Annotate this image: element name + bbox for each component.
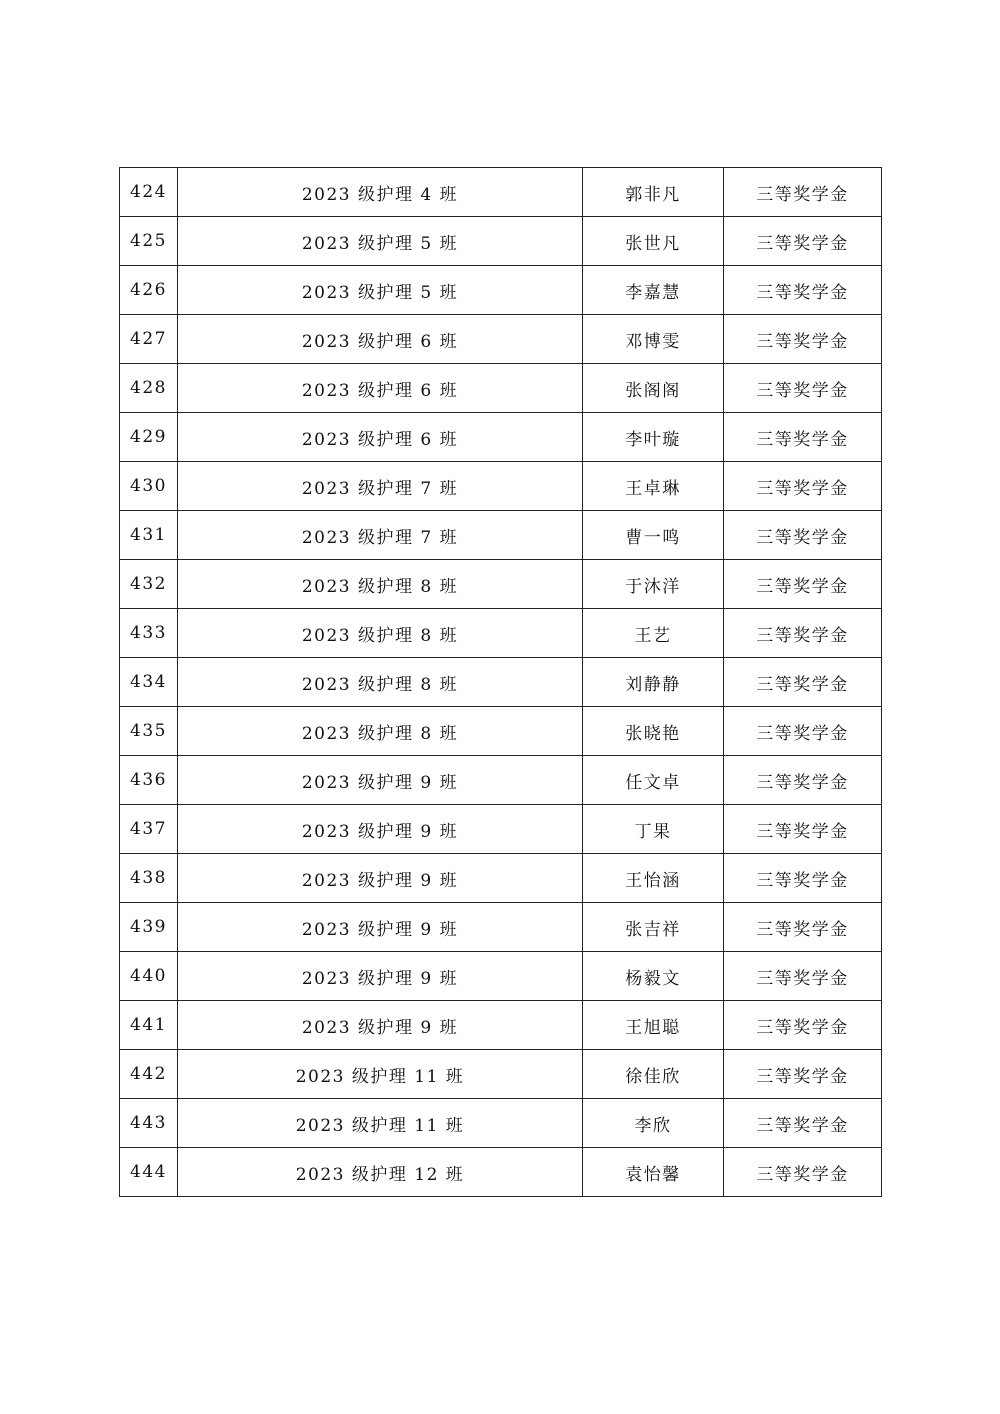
student-name-cell: 徐佳欣: [583, 1050, 724, 1099]
row-number: 439: [120, 903, 178, 952]
student-name-cell: 李嘉慧: [583, 266, 724, 315]
table-row: [120, 1148, 882, 1197]
student-name-cell: 张阁阁: [583, 364, 724, 413]
table-row: [120, 413, 882, 462]
table-row: [120, 805, 882, 854]
row-number: 433: [120, 609, 178, 658]
award-cell: 三等奖学金: [724, 903, 882, 952]
student-name-cell: 刘静静: [583, 658, 724, 707]
student-name-cell: 李欣: [583, 1099, 724, 1148]
class-cell: 2023 级护理 12 班: [178, 1148, 583, 1197]
row-number: 440: [120, 952, 178, 1001]
row-number: 425: [120, 217, 178, 266]
class-cell: 2023 级护理 11 班: [178, 1050, 583, 1099]
class-cell: 2023 级护理 7 班: [178, 511, 583, 560]
row-number: 441: [120, 1001, 178, 1050]
award-cell: 三等奖学金: [724, 707, 882, 756]
student-name-cell: 张吉祥: [583, 903, 724, 952]
award-cell: 三等奖学金: [724, 462, 882, 511]
class-cell: 2023 级护理 8 班: [178, 609, 583, 658]
student-name-cell: 王卓琳: [583, 462, 724, 511]
student-name-cell: 王怡涵: [583, 854, 724, 903]
student-name-cell: 郭非凡: [583, 168, 724, 217]
award-cell: 三等奖学金: [724, 217, 882, 266]
class-cell: 2023 级护理 9 班: [178, 903, 583, 952]
row-number: 434: [120, 658, 178, 707]
class-cell: 2023 级护理 8 班: [178, 560, 583, 609]
class-cell: 2023 级护理 9 班: [178, 756, 583, 805]
student-name-cell: 王旭聪: [583, 1001, 724, 1050]
student-name-cell: 曹一鸣: [583, 511, 724, 560]
award-cell: 三等奖学金: [724, 658, 882, 707]
row-number: 432: [120, 560, 178, 609]
award-cell: 三等奖学金: [724, 560, 882, 609]
table-row: [120, 462, 882, 511]
row-number: 430: [120, 462, 178, 511]
student-name-cell: 张世凡: [583, 217, 724, 266]
student-name-cell: 邓博雯: [583, 315, 724, 364]
student-name-cell: 杨毅文: [583, 952, 724, 1001]
scholarship-table: [119, 167, 882, 1197]
class-cell: 2023 级护理 8 班: [178, 658, 583, 707]
class-cell: 2023 级护理 9 班: [178, 854, 583, 903]
class-cell: 2023 级护理 5 班: [178, 217, 583, 266]
class-cell: 2023 级护理 7 班: [178, 462, 583, 511]
table-row: [120, 168, 882, 217]
table-row: [120, 952, 882, 1001]
class-cell: 2023 级护理 9 班: [178, 952, 583, 1001]
award-cell: 三等奖学金: [724, 854, 882, 903]
table-row: [120, 315, 882, 364]
table-row: [120, 364, 882, 413]
table-row: [120, 1001, 882, 1050]
table-row: [120, 1099, 882, 1148]
scholarship-table-body: [120, 168, 882, 1197]
award-cell: 三等奖学金: [724, 805, 882, 854]
table-row: [120, 854, 882, 903]
award-cell: 三等奖学金: [724, 756, 882, 805]
row-number: 437: [120, 805, 178, 854]
row-number: 431: [120, 511, 178, 560]
student-name-cell: 袁怡馨: [583, 1148, 724, 1197]
table-row: [120, 903, 882, 952]
table-row: [120, 756, 882, 805]
table-row: [120, 609, 882, 658]
student-name-cell: 任文卓: [583, 756, 724, 805]
table-row: [120, 217, 882, 266]
student-name-cell: 丁果: [583, 805, 724, 854]
class-cell: 2023 级护理 11 班: [178, 1099, 583, 1148]
table-row: [120, 266, 882, 315]
row-number: 443: [120, 1099, 178, 1148]
award-cell: 三等奖学金: [724, 1001, 882, 1050]
row-number: 438: [120, 854, 178, 903]
row-number: 424: [120, 168, 178, 217]
class-cell: 2023 级护理 5 班: [178, 266, 583, 315]
award-cell: 三等奖学金: [724, 1148, 882, 1197]
table-row: [120, 658, 882, 707]
class-cell: 2023 级护理 8 班: [178, 707, 583, 756]
award-cell: 三等奖学金: [724, 266, 882, 315]
table-row: [120, 560, 882, 609]
award-cell: 三等奖学金: [724, 315, 882, 364]
row-number: 435: [120, 707, 178, 756]
row-number: 444: [120, 1148, 178, 1197]
class-cell: 2023 级护理 4 班: [178, 168, 583, 217]
award-cell: 三等奖学金: [724, 952, 882, 1001]
table-row: [120, 1050, 882, 1099]
student-name-cell: 李叶璇: [583, 413, 724, 462]
class-cell: 2023 级护理 9 班: [178, 805, 583, 854]
class-cell: 2023 级护理 6 班: [178, 364, 583, 413]
table-row: [120, 511, 882, 560]
student-name-cell: 于沐洋: [583, 560, 724, 609]
class-cell: 2023 级护理 6 班: [178, 413, 583, 462]
award-cell: 三等奖学金: [724, 609, 882, 658]
class-cell: 2023 级护理 9 班: [178, 1001, 583, 1050]
row-number: 442: [120, 1050, 178, 1099]
student-name-cell: 张晓艳: [583, 707, 724, 756]
row-number: 428: [120, 364, 178, 413]
row-number: 436: [120, 756, 178, 805]
table-row: [120, 707, 882, 756]
award-cell: 三等奖学金: [724, 168, 882, 217]
award-cell: 三等奖学金: [724, 413, 882, 462]
student-name-cell: 王艺: [583, 609, 724, 658]
row-number: 427: [120, 315, 178, 364]
row-number: 429: [120, 413, 178, 462]
award-cell: 三等奖学金: [724, 511, 882, 560]
award-cell: 三等奖学金: [724, 1099, 882, 1148]
class-cell: 2023 级护理 6 班: [178, 315, 583, 364]
award-cell: 三等奖学金: [724, 1050, 882, 1099]
row-number: 426: [120, 266, 178, 315]
award-cell: 三等奖学金: [724, 364, 882, 413]
